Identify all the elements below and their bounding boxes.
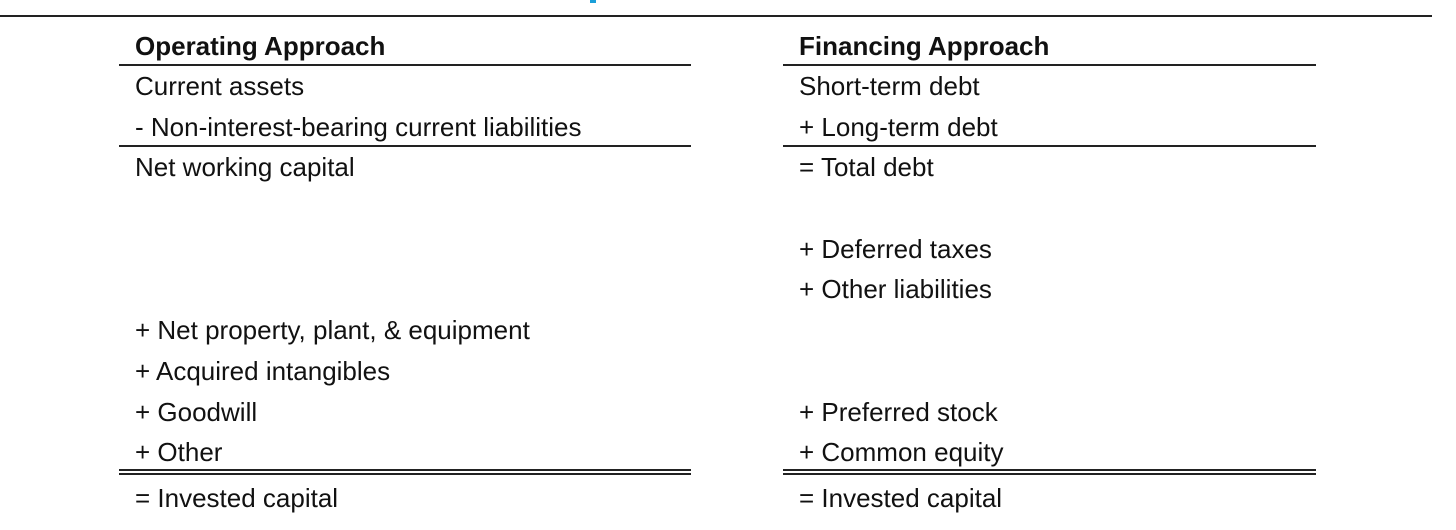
financing-approach-column: [783, 26, 1316, 516]
financing-approach-header: Financing Approach: [783, 26, 1316, 66]
financing-row-blank: [783, 310, 1316, 351]
operating-row-blank: [119, 229, 691, 270]
financing-row-invested-capital: = Invested capital: [799, 483, 1003, 514]
operating-row-current-assets: Current assets: [135, 71, 305, 101]
operating-row-invested-capital: = Invested capital: [135, 483, 339, 514]
financing-row-preferred-stock: + Preferred stock: [799, 396, 998, 427]
operating-row-acquired-intangibles: + Acquired intangibles: [135, 355, 391, 386]
financing-row-long-term-debt: + Long-term debt: [783, 107, 1316, 148]
financing-row-short-term-debt: Short-term debt: [799, 71, 980, 101]
financing-row-total-debt: = Total debt: [799, 152, 934, 183]
financing-row-other-liabilities: + Other liabilities: [799, 274, 992, 305]
financing-row-common-equity: + Common equity: [783, 432, 1316, 475]
operating-row-net-ppe: + Net property, plant, & equipment: [135, 315, 530, 346]
operating-row-goodwill: + Goodwill: [135, 396, 258, 427]
financing-row-deferred-taxes: + Deferred taxes: [799, 233, 992, 264]
operating-row-other: + Other: [119, 432, 691, 475]
operating-row-non-interest-liabilities: - Non-interest-bearing current liabilities: [119, 107, 691, 148]
financing-row-blank: [783, 351, 1316, 392]
top-divider: [0, 15, 1432, 17]
operating-row-blank: [119, 269, 691, 310]
operating-approach-header: Operating Approach: [119, 26, 691, 66]
operating-row-net-working-capital: Net working capital: [135, 152, 355, 183]
operating-row-blank: [119, 188, 691, 229]
financing-row-blank: [783, 188, 1316, 229]
accent-mark: [590, 0, 596, 3]
operating-approach-column: [119, 26, 691, 516]
